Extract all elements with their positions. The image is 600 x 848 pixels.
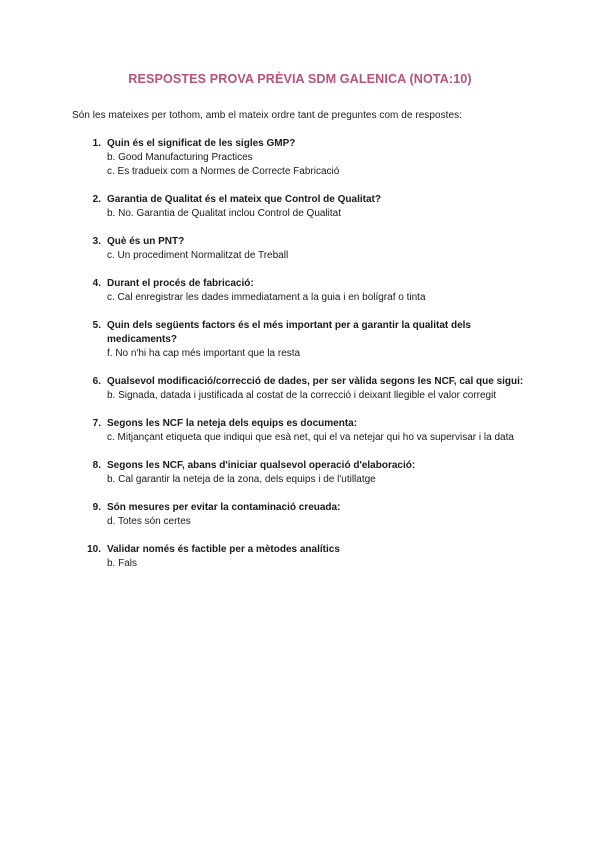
page-title: RESPOSTES PROVA PRÈVIA SDM GALENICA (NOTA:10) xyxy=(128,72,472,86)
question-number: 1. xyxy=(92,138,101,149)
answer-text: c. Es tradueix com a Normes de Correcte Fabricació xyxy=(107,166,340,178)
question-text: Què és un PNT? xyxy=(107,236,185,248)
answer-text: d. Totes són certes xyxy=(107,515,191,527)
question-number: 9. xyxy=(92,501,101,513)
question-number: 2. xyxy=(92,194,101,206)
answer-text: b. Good Manufacturing Practices xyxy=(107,152,253,164)
question-item xyxy=(0,137,600,180)
question-item xyxy=(0,543,600,571)
question-item xyxy=(0,459,600,487)
question-text: Quin és el significat de les sigles GMP? xyxy=(107,138,296,149)
question-number: 3. xyxy=(92,236,101,248)
question-number: 4. xyxy=(92,277,101,289)
answer-text: c. Mitjançant etiqueta que indiqui que esà net, qui el va netejar qui ho va supervisar i la data xyxy=(107,432,514,444)
question-item xyxy=(0,193,600,221)
answer-text: b. No. Garantia de Qualitat inclou Control de Qualitat xyxy=(107,208,342,220)
question-number: 5. xyxy=(92,319,101,331)
question-text: Validar només és factible per a mètodes analítics xyxy=(107,543,340,555)
answer-text: b. Cal garantir la neteja de la zona, dels equips i de l'utillatge xyxy=(107,473,376,485)
answer-text: c. Un procediment Normalitzat de Treball xyxy=(107,250,289,262)
question-number: 10. xyxy=(87,543,101,555)
question-text: Són mesures per evitar la contaminació creuada: xyxy=(107,501,341,513)
question-number: 8. xyxy=(92,459,101,471)
answer-text: b. Fals xyxy=(107,557,138,569)
question-text: Durant el procés de fabricació: xyxy=(107,277,254,289)
question-item xyxy=(0,375,600,403)
question-item xyxy=(0,277,600,305)
question-text: Qualsevol modificació/correcció de dades, per ser vàlida segons les NCF, cal que sigui: xyxy=(107,375,524,387)
answer-text: b. Signada, datada i justificada al costat de la correcció i deixant llegible el valor corregit xyxy=(107,390,497,402)
intro-text: Són les mateixes per tothom, amb el mateix ordre tant de preguntes com de respostes: xyxy=(72,110,462,121)
question-item xyxy=(0,319,600,362)
question-item xyxy=(0,501,600,529)
question-number: 7. xyxy=(92,417,101,429)
question-item xyxy=(0,235,600,263)
question-text: Segons les NCF, abans d'iniciar qualsevol operació d'elaboració: xyxy=(107,459,416,471)
question-list xyxy=(0,137,600,584)
question-item xyxy=(0,417,600,445)
answer-text: f. No n'hi ha cap més important que la resta xyxy=(107,348,301,360)
question-text: Garantia de Qualitat és el mateix que Control de Qualitat? xyxy=(107,194,381,206)
question-number: 6. xyxy=(92,375,101,387)
question-text: Segons les NCF la neteja dels equips es documenta: xyxy=(107,417,358,429)
question-text: Quin dels següents factors és el més important per a garantir la qualitat dels medicaments? xyxy=(107,319,471,346)
answer-text: c. Cal enregistrar les dades immediatament a la guia i en bolígraf o tinta xyxy=(107,292,426,304)
